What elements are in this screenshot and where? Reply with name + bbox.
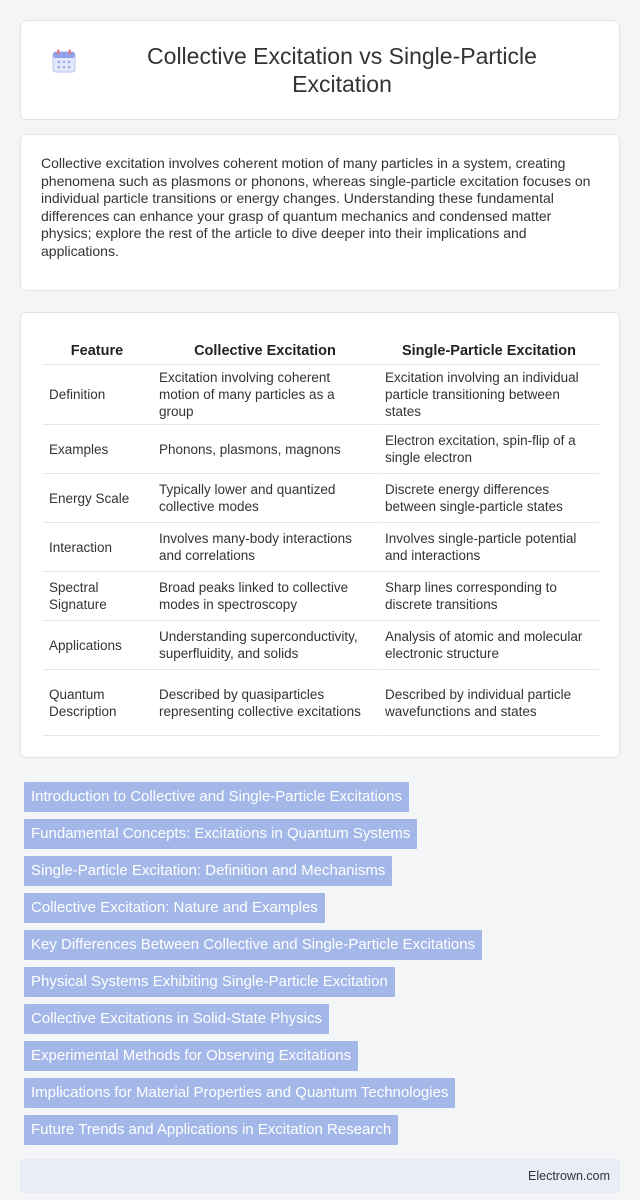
comparison-table [43, 333, 599, 736]
table-cell-single: Discrete energy differences between single-particle states [377, 474, 599, 523]
table-cell-single: Analysis of atomic and molecular electronic structure [377, 621, 599, 670]
table-cell-feature: Applications [43, 621, 151, 670]
toc-link-collective-excitation[interactable]: Collective Excitation: Nature and Examples [24, 893, 325, 923]
table-row [43, 621, 599, 670]
table-cell-feature: Examples [43, 425, 151, 474]
table-cell-feature: Definition [43, 365, 151, 425]
table-cell-collective: Phonons, plasmons, magnons [151, 425, 377, 474]
table-cell-single: Sharp lines corresponding to discrete transitions [377, 572, 599, 621]
calendar-icon [51, 48, 77, 74]
toc-link-experimental-methods[interactable]: Experimental Methods for Observing Excitations [24, 1041, 358, 1071]
table-header-row [43, 333, 599, 365]
table-cell-collective: Broad peaks linked to collective modes in spectroscopy [151, 572, 377, 621]
table-cell-collective: Understanding superconductivity, superfluidity, and solids [151, 621, 377, 670]
table-cell-feature: Energy Scale [43, 474, 151, 523]
table-row [43, 523, 599, 572]
table-cell-single: Involves single-particle potential and interactions [377, 523, 599, 572]
comparison-table-card [20, 312, 620, 758]
toc-link-solid-state-physics[interactable]: Collective Excitations in Solid-State Physics [24, 1004, 329, 1034]
table-cell-collective: Typically lower and quantized collective modes [151, 474, 377, 523]
table-row [43, 572, 599, 621]
toc-link-introduction[interactable]: Introduction to Collective and Single-Particle Excitations [24, 782, 409, 812]
table-cell-collective: Described by quasiparticles representing collective excitations [151, 670, 377, 736]
table-row [43, 365, 599, 425]
table-cell-feature: Spectral Signature [43, 572, 151, 621]
table-cell-single: Excitation involving an individual particle transitioning between states [377, 365, 599, 425]
table-row [43, 670, 599, 736]
header-card [20, 20, 620, 120]
toc-link-single-particle-excitation[interactable]: Single-Particle Excitation: Definition and Mechanisms [24, 856, 392, 886]
table-cell-collective: Involves many-body interactions and correlations [151, 523, 377, 572]
intro-card [20, 134, 620, 291]
footer [20, 1159, 620, 1193]
header-feature: Feature [43, 333, 151, 365]
header-single: Single-Particle Excitation [377, 333, 599, 365]
table-cell-feature: Interaction [43, 523, 151, 572]
table-cell-single: Described by individual particle wavefunctions and states [377, 670, 599, 736]
toc-link-key-differences[interactable]: Key Differences Between Collective and Single-Particle Excitations [24, 930, 482, 960]
page-title: Collective Excitation vs Single-Particle Excitation [147, 43, 537, 97]
toc-link-fundamental-concepts[interactable]: Fundamental Concepts: Excitations in Quantum Systems [24, 819, 417, 849]
table-of-contents [24, 782, 624, 1152]
table-cell-collective: Excitation involving coherent motion of many particles as a group [151, 365, 377, 425]
title-wrap [51, 42, 589, 98]
table-row [43, 474, 599, 523]
table-row [43, 425, 599, 474]
toc-link-future-trends[interactable]: Future Trends and Applications in Excitation Research [24, 1115, 398, 1145]
table-cell-single: Electron excitation, spin-flip of a single electron [377, 425, 599, 474]
toc-link-implications[interactable]: Implications for Material Properties and Quantum Technologies [24, 1078, 455, 1108]
intro-paragraph: Collective excitation involves coherent motion of many particles in a system, creating phenomena such as plasmons or phonons, whereas single-particle excitation focuses on individual particle transitions or energy changes. Understanding these fundamental differences can enhance your grasp of quantum mechanics and condensed matter physics; explore the rest of the article to dive deeper into their implications and applications. [41, 155, 591, 259]
table-cell-feature: Quantum Description [43, 670, 151, 736]
toc-link-physical-systems[interactable]: Physical Systems Exhibiting Single-Particle Excitation [24, 967, 395, 997]
footer-brand: Electrown.com [528, 1169, 610, 1183]
header-collective: Collective Excitation [151, 333, 377, 365]
